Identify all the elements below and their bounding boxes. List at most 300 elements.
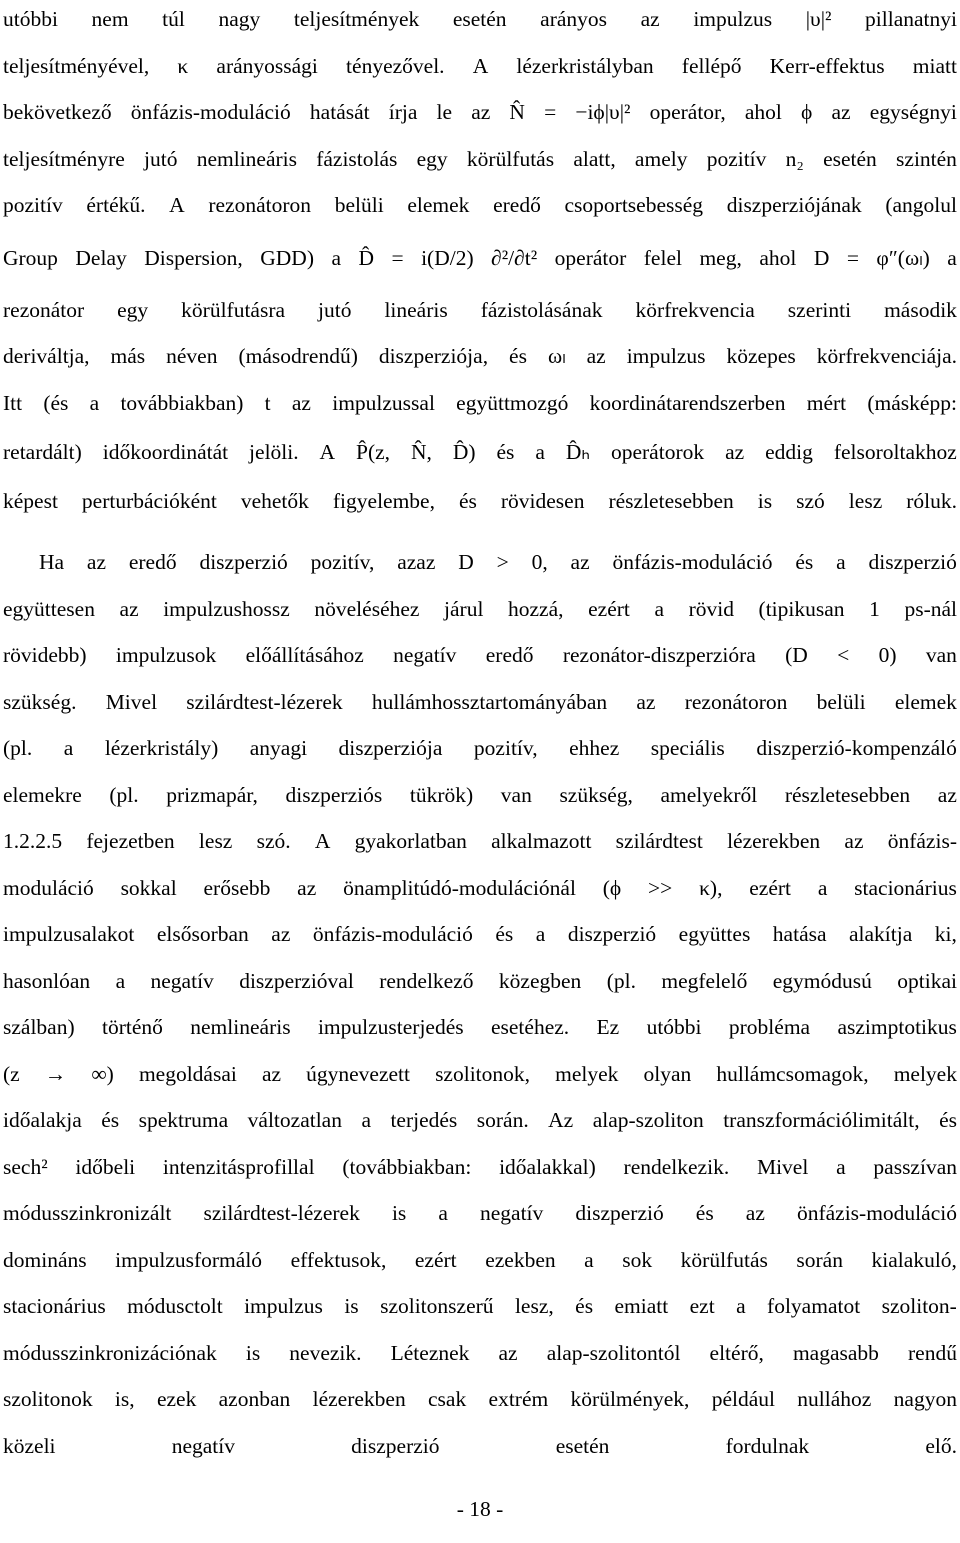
word: a bbox=[438, 1201, 448, 1225]
word: önfázis-moduláció bbox=[130, 100, 291, 124]
word: impulzus bbox=[693, 7, 773, 31]
word: ∞) bbox=[91, 1061, 114, 1086]
word: |υ|² bbox=[805, 7, 832, 31]
word: körülfutás bbox=[680, 1247, 768, 1272]
word: is bbox=[245, 1340, 261, 1365]
word: GDD) bbox=[260, 245, 314, 270]
word: Group bbox=[3, 245, 58, 270]
text-line bbox=[3, 911, 957, 958]
word: eredő bbox=[128, 550, 177, 574]
word: sech² bbox=[3, 1154, 48, 1179]
word: spektruma bbox=[138, 1108, 229, 1132]
word: diszperzió-kompenzáló bbox=[756, 736, 957, 760]
word: ezért bbox=[749, 875, 792, 900]
word: N̂ bbox=[509, 100, 525, 124]
word: φ″(ωₗ) bbox=[876, 245, 930, 270]
word: gyakorlatban bbox=[354, 829, 467, 853]
word: < bbox=[837, 643, 850, 667]
word: belüli bbox=[816, 689, 866, 714]
word: Kerr-effektus bbox=[769, 53, 885, 78]
word: sok bbox=[622, 1247, 653, 1272]
text-line bbox=[3, 229, 957, 287]
word: (tipikusan bbox=[758, 596, 845, 621]
word: belüli bbox=[334, 193, 384, 217]
word: ahol bbox=[744, 100, 782, 124]
word: impulzusalakot bbox=[3, 922, 135, 946]
text-line bbox=[3, 1051, 957, 1098]
word: optikai bbox=[897, 968, 957, 993]
word: κ), bbox=[699, 875, 723, 900]
word: anyagi bbox=[249, 736, 308, 760]
word: nem bbox=[91, 7, 129, 31]
word: továbbiakban) bbox=[120, 390, 244, 415]
word: felsoroltakhoz bbox=[833, 440, 957, 464]
word: Ez bbox=[596, 1015, 620, 1039]
word: időalakja bbox=[3, 1108, 82, 1132]
word: módusszinkronizációnak bbox=[3, 1340, 217, 1365]
word: 1 bbox=[869, 596, 880, 621]
word: melyek bbox=[555, 1061, 619, 1086]
word: rendű bbox=[908, 1340, 957, 1365]
word: hullámhossztartományában bbox=[371, 689, 608, 714]
word: járul bbox=[444, 596, 484, 621]
word: utóbbi bbox=[646, 1015, 702, 1039]
word: Itt bbox=[3, 390, 23, 415]
word: az bbox=[86, 550, 107, 574]
word: ehhez bbox=[569, 736, 620, 760]
word: az bbox=[297, 875, 317, 900]
word: lesz bbox=[198, 829, 233, 853]
word: operátor bbox=[554, 245, 627, 270]
word: jutó bbox=[144, 146, 178, 171]
word: elemek bbox=[894, 689, 957, 714]
text-line bbox=[3, 1097, 957, 1144]
word: hasonlóan bbox=[3, 968, 91, 993]
word: nemlineáris bbox=[190, 1015, 291, 1039]
word: a bbox=[654, 596, 664, 621]
word: A bbox=[319, 440, 336, 464]
word: diszperzió bbox=[868, 550, 957, 574]
word: retardált) bbox=[3, 440, 82, 464]
word: diszperzió bbox=[567, 922, 657, 946]
word: során. bbox=[476, 1108, 529, 1132]
word: diszperziója, bbox=[378, 344, 489, 368]
word: tükrök) bbox=[409, 782, 474, 807]
word: diszperziója bbox=[338, 736, 443, 760]
word: és bbox=[695, 1201, 714, 1225]
word: rezonátor-diszperzióra bbox=[562, 643, 756, 667]
word: Az bbox=[548, 1108, 574, 1132]
word: ahol bbox=[759, 245, 797, 270]
word: lézerekben bbox=[727, 829, 821, 853]
text-line bbox=[3, 958, 957, 1005]
word: alkalmazott bbox=[491, 829, 592, 853]
word: nemlineáris bbox=[196, 146, 297, 171]
text-line: közeli negatív diszperzió esetén fordulnak elő. bbox=[3, 1433, 957, 1458]
word: P̂(z, bbox=[356, 440, 391, 464]
word: fázistolás bbox=[316, 146, 398, 171]
word: moduláció bbox=[3, 875, 94, 900]
text-line bbox=[3, 426, 957, 478]
text-line bbox=[3, 1376, 957, 1423]
word: hatása bbox=[772, 922, 827, 946]
word: koordinátarendszerben bbox=[589, 390, 786, 415]
word: alakítja bbox=[849, 922, 913, 946]
word: teljesítményre bbox=[3, 146, 125, 171]
word: diszperzió bbox=[199, 550, 288, 574]
word: és bbox=[101, 1108, 120, 1132]
word: (pl. bbox=[606, 968, 636, 993]
word: > bbox=[496, 550, 509, 574]
word: fellépő bbox=[681, 53, 742, 78]
word: más bbox=[110, 344, 146, 368]
word: egy bbox=[117, 297, 149, 322]
word: túl bbox=[162, 7, 185, 31]
word: esetéhez. bbox=[490, 1015, 570, 1039]
word: a bbox=[361, 1108, 371, 1132]
word: deriváltja, bbox=[3, 344, 90, 368]
word: A bbox=[169, 193, 185, 217]
word: szolitonok, bbox=[435, 1061, 531, 1086]
word: 0, bbox=[531, 550, 548, 574]
word: egységnyi bbox=[869, 100, 957, 124]
word: teljesítményével, bbox=[3, 53, 150, 78]
word: lineáris bbox=[384, 297, 448, 322]
word: szolitonszerű bbox=[380, 1294, 494, 1318]
paragraph-1 bbox=[3, 0, 957, 525]
text-line bbox=[3, 1237, 957, 1284]
text-line-indented bbox=[3, 539, 957, 586]
word: rezonátoron bbox=[684, 689, 788, 714]
word: (ϕ bbox=[602, 875, 622, 900]
word: speciális bbox=[650, 736, 725, 760]
word: (másképp: bbox=[867, 390, 957, 415]
word: nullához bbox=[797, 1387, 872, 1411]
word: szálban) bbox=[3, 1015, 75, 1039]
word: csak bbox=[428, 1387, 467, 1411]
text-line bbox=[3, 136, 957, 183]
word: néven bbox=[166, 344, 218, 368]
word: Delay bbox=[75, 245, 127, 270]
word: stacionárius bbox=[3, 1294, 106, 1318]
word: ezért bbox=[588, 596, 630, 621]
word: a bbox=[535, 922, 546, 946]
word: az bbox=[261, 1061, 282, 1086]
word: az bbox=[636, 689, 656, 714]
word: egy bbox=[416, 146, 448, 171]
word: körfrekvenciája. bbox=[816, 344, 957, 368]
word: az bbox=[725, 440, 745, 464]
word: mért bbox=[806, 390, 847, 415]
word: szilárdtest bbox=[615, 829, 703, 853]
word: impulzusformáló bbox=[115, 1247, 263, 1272]
word: magasabb bbox=[792, 1340, 879, 1365]
text-line bbox=[3, 679, 957, 726]
text-line bbox=[3, 772, 957, 819]
word: időalakkal) bbox=[499, 1154, 596, 1179]
word: szó. bbox=[256, 829, 291, 853]
word: önfázis- bbox=[887, 829, 957, 853]
word: az bbox=[498, 1340, 518, 1365]
word: κ bbox=[177, 53, 189, 78]
text-line bbox=[3, 1144, 957, 1191]
word: nevezik. bbox=[289, 1340, 362, 1365]
word: a bbox=[817, 875, 828, 900]
text-line bbox=[3, 1283, 957, 1330]
word: pozitív, bbox=[310, 550, 375, 574]
word: ezekben bbox=[485, 1247, 556, 1272]
word: ϕ bbox=[801, 100, 813, 124]
word: írja bbox=[388, 100, 418, 124]
word: eredő bbox=[493, 193, 541, 217]
word: körülmények, bbox=[570, 1387, 690, 1411]
word: nagy bbox=[218, 7, 261, 31]
word: meg, bbox=[699, 245, 742, 270]
word: N̂, bbox=[411, 440, 432, 464]
word: impulzussal bbox=[332, 390, 435, 415]
word: és bbox=[575, 1294, 594, 1318]
word: (z bbox=[3, 1061, 20, 1086]
text-line bbox=[3, 287, 957, 334]
word: fejezetben bbox=[86, 829, 175, 853]
word: = bbox=[846, 245, 859, 270]
word: változatlan bbox=[247, 1108, 342, 1132]
word: azonban bbox=[218, 1387, 291, 1411]
word: szerinti bbox=[787, 297, 852, 322]
word: ezt bbox=[689, 1294, 715, 1318]
word: a bbox=[836, 1154, 846, 1179]
word: extrém bbox=[488, 1387, 549, 1411]
word: pozitív bbox=[3, 193, 63, 217]
word: sokkal bbox=[120, 875, 177, 900]
word: alatt, bbox=[573, 146, 616, 171]
word: fázistolásának bbox=[480, 297, 603, 322]
word: ezért bbox=[414, 1247, 457, 1272]
word: kialakuló, bbox=[871, 1247, 957, 1272]
word: A bbox=[472, 53, 489, 78]
word: az bbox=[640, 7, 660, 31]
word: a bbox=[535, 440, 545, 464]
word: erősebb bbox=[203, 875, 271, 900]
word: növeléséhez bbox=[314, 596, 420, 621]
word: szilárdtest-lézerek bbox=[203, 1201, 360, 1225]
word: elemekre bbox=[3, 782, 82, 807]
word: közepes bbox=[726, 344, 796, 368]
word: ki, bbox=[934, 922, 957, 946]
word: a bbox=[89, 390, 100, 415]
text-line bbox=[3, 1004, 957, 1051]
word: rendelkezik. bbox=[623, 1154, 730, 1179]
word: → bbox=[44, 1061, 67, 1086]
text-line bbox=[3, 818, 957, 865]
word: elsősorban bbox=[156, 922, 249, 946]
word: folyamatot bbox=[767, 1294, 861, 1318]
word: = bbox=[544, 100, 557, 124]
word: probléma bbox=[728, 1015, 811, 1039]
word: esetén bbox=[823, 146, 877, 171]
word: stacionárius bbox=[854, 875, 957, 900]
word: pozitív bbox=[706, 146, 767, 171]
word: operátorok bbox=[610, 440, 705, 464]
word: és bbox=[496, 440, 515, 464]
word: = bbox=[391, 245, 404, 270]
word: rendelkező bbox=[379, 968, 474, 993]
word: együttesen bbox=[3, 596, 95, 621]
word: ps-nál bbox=[904, 596, 957, 621]
word: domináns bbox=[3, 1247, 87, 1272]
word: operátor, bbox=[649, 100, 726, 124]
word: D bbox=[813, 245, 830, 270]
word: hullámcsomagok, bbox=[716, 1061, 869, 1086]
word: például bbox=[711, 1387, 775, 1411]
word: negatív bbox=[150, 968, 214, 993]
word: történő bbox=[102, 1015, 163, 1039]
word: D̂) bbox=[452, 440, 476, 464]
word: intenzitásprofillal bbox=[162, 1154, 315, 1179]
word: lézerkristály) bbox=[104, 736, 219, 760]
word: rezonátoron bbox=[208, 193, 312, 217]
word: D̂ₕ bbox=[565, 440, 591, 464]
word: együttes bbox=[678, 922, 751, 946]
text-line bbox=[3, 43, 957, 90]
word: is, bbox=[114, 1387, 135, 1411]
word: miatt bbox=[912, 53, 957, 78]
word: felel bbox=[643, 245, 682, 270]
word: módusszinkronizált bbox=[3, 1201, 172, 1225]
word: teljesítmények bbox=[293, 7, 420, 31]
word: impulzusterjedés bbox=[317, 1015, 464, 1039]
text-line bbox=[3, 380, 957, 427]
word: lézerkristályban bbox=[516, 53, 654, 78]
word: (másodrendű) bbox=[238, 344, 358, 368]
word: le bbox=[436, 100, 453, 124]
word: együttmozgó bbox=[456, 390, 569, 415]
word: diszperzió bbox=[575, 1201, 664, 1225]
word: szilárdtest-lézerek bbox=[186, 689, 343, 714]
word: (D bbox=[785, 643, 808, 667]
word: önamplitúdó-modulációnál bbox=[343, 875, 576, 900]
word: szolitonok bbox=[3, 1387, 93, 1411]
word: lesz, bbox=[514, 1294, 554, 1318]
word: arányossági bbox=[216, 53, 318, 78]
word: pillanatnyi bbox=[865, 7, 957, 31]
word: megoldásai bbox=[138, 1061, 237, 1086]
text-line bbox=[3, 0, 957, 43]
word: a bbox=[836, 550, 846, 574]
word: Mivel bbox=[756, 1154, 809, 1179]
word: jutó bbox=[318, 297, 352, 322]
word: körülfutás bbox=[466, 146, 555, 171]
word: önfázis-moduláció bbox=[312, 922, 473, 946]
word: hozzá, bbox=[508, 596, 564, 621]
word: van bbox=[500, 782, 532, 807]
word: alap-szolitontól bbox=[546, 1340, 681, 1365]
word: az bbox=[586, 344, 606, 368]
word: (angolul bbox=[885, 193, 957, 217]
word: elemek bbox=[407, 193, 470, 217]
word: a bbox=[584, 1247, 594, 1272]
word: prizmapár, bbox=[166, 782, 258, 807]
word: eddig bbox=[765, 440, 813, 464]
word: az bbox=[271, 922, 291, 946]
word: az bbox=[119, 596, 139, 621]
word: a bbox=[331, 245, 341, 270]
text-line: képest perturbációként vehetők figyelembe, és rövidesen részletesebben is szó lesz róluk. bbox=[3, 489, 957, 513]
text-line bbox=[3, 725, 957, 772]
word: és bbox=[495, 922, 514, 946]
word: részletesebben bbox=[784, 782, 911, 807]
word: szintén bbox=[896, 146, 957, 171]
paragraph-2 bbox=[3, 539, 957, 1469]
word: rövidebb) bbox=[3, 643, 87, 667]
word: módusctolt bbox=[127, 1294, 223, 1318]
word: olyan bbox=[643, 1061, 692, 1086]
word: melyek bbox=[893, 1061, 957, 1086]
word: Léteznek bbox=[390, 1340, 470, 1365]
text-line bbox=[3, 182, 957, 229]
word: 0) bbox=[878, 643, 897, 667]
word: eredő bbox=[485, 643, 534, 667]
word: negatív bbox=[479, 1201, 544, 1225]
word: és bbox=[939, 1108, 957, 1132]
word: előállításához bbox=[245, 643, 364, 667]
word: transzformációlimitált, bbox=[723, 1108, 920, 1132]
word: az bbox=[844, 829, 864, 853]
word: (pl. bbox=[109, 782, 139, 807]
word: alap-szoliton bbox=[592, 1108, 704, 1132]
word: szükség. bbox=[3, 689, 77, 714]
word: i(D/2) bbox=[421, 245, 474, 270]
word: ∂²/∂t² bbox=[491, 245, 538, 270]
word: ezek bbox=[156, 1387, 197, 1411]
word: az bbox=[471, 100, 491, 124]
word: tényezővel. bbox=[346, 53, 445, 78]
word: lézerekben bbox=[312, 1387, 406, 1411]
word: diszperziós bbox=[285, 782, 383, 807]
word: effektusok, bbox=[290, 1247, 387, 1272]
text-line bbox=[3, 89, 957, 136]
text-line bbox=[3, 1190, 957, 1237]
word: úgynevezett bbox=[306, 1061, 410, 1086]
word: bekövetkező bbox=[3, 100, 112, 124]
word: utóbbi bbox=[3, 7, 58, 31]
word: Ha bbox=[39, 550, 65, 574]
word: az bbox=[291, 390, 311, 415]
word: időbeli bbox=[75, 1154, 136, 1179]
word: impulzusok bbox=[115, 643, 217, 667]
word: van bbox=[925, 643, 957, 667]
page-number: - 18 - bbox=[456, 1497, 504, 1521]
word: azaz bbox=[397, 550, 436, 574]
word: impulzus bbox=[244, 1294, 323, 1318]
word: n₂ bbox=[785, 146, 804, 171]
word: értékű. bbox=[86, 193, 146, 217]
word: önfázis-moduláció bbox=[612, 550, 773, 574]
word: a bbox=[736, 1294, 746, 1318]
word: (pl. bbox=[3, 736, 33, 760]
word: a bbox=[63, 736, 74, 760]
word: terjedés bbox=[390, 1108, 458, 1132]
word: és bbox=[795, 550, 814, 574]
word: arányos bbox=[540, 7, 608, 31]
word: közegben bbox=[498, 968, 582, 993]
word: amelyekről bbox=[660, 782, 758, 807]
word: szükség, bbox=[559, 782, 633, 807]
word: az bbox=[831, 100, 851, 124]
word: amely bbox=[634, 146, 688, 171]
word: rövid bbox=[688, 596, 734, 621]
word: az bbox=[937, 782, 957, 807]
